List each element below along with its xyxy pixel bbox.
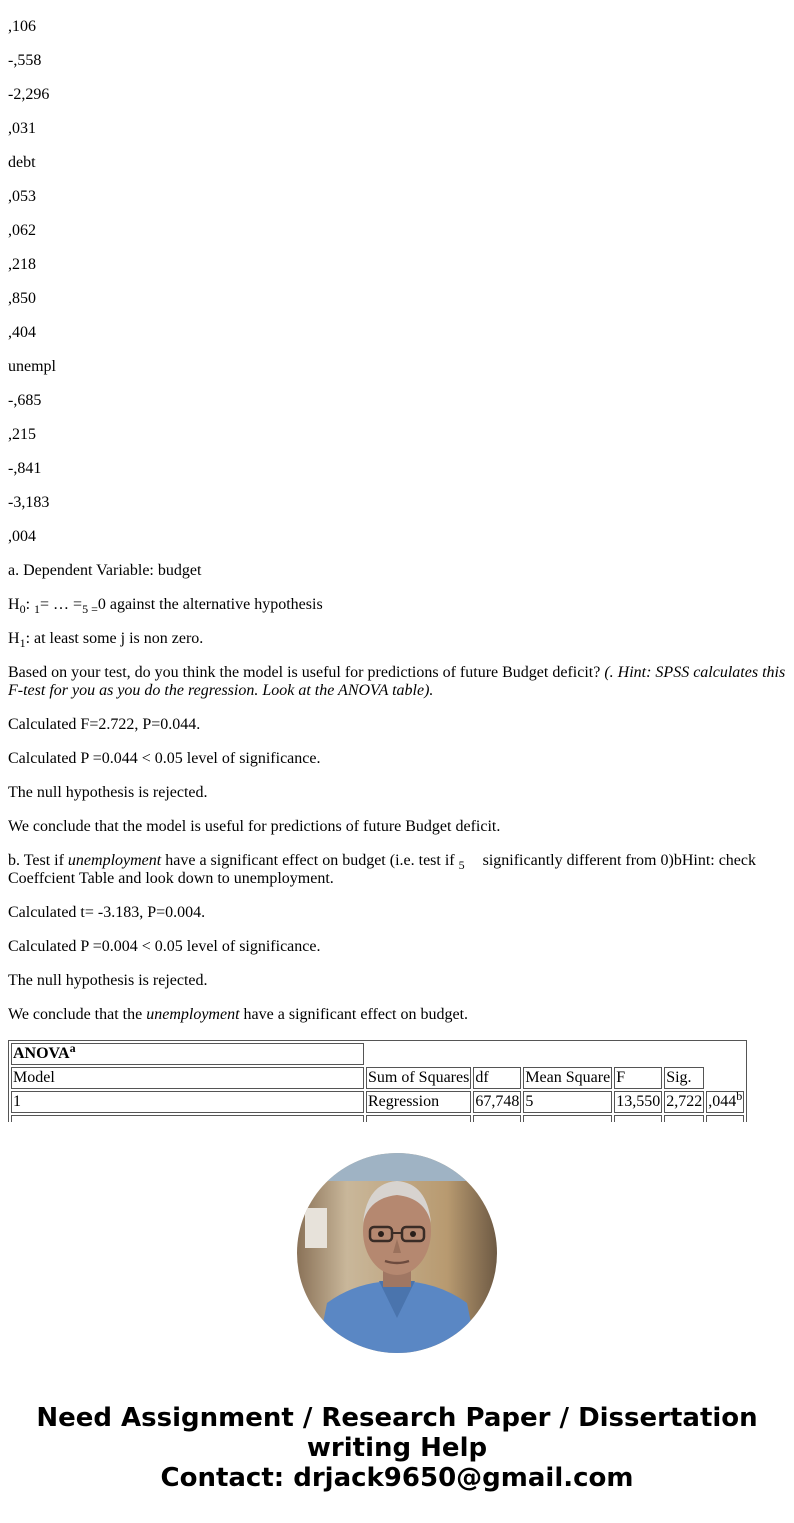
question-a: Based on your test, do you think the model is useful for predictions of future Budget deficit? (. Hint: SPSS calculates this F-test for you as you do the regression. Look at the ANOVA table). <box>8 664 786 699</box>
banner-line: Need Assignment / Research Paper / Dissertation <box>36 1403 758 1433</box>
anova-cell-df: 5 <box>523 1091 612 1113</box>
banner-line: writing Help <box>306 1433 488 1463</box>
value-line: ,031 <box>8 120 36 137</box>
variable-label-debt: debt <box>8 154 36 171</box>
anova-header-sum-of-squares: Sum of Squares <box>366 1067 471 1089</box>
value-line: -,558 <box>8 52 42 69</box>
anova-cell-sum-sq: 67,748 <box>473 1091 521 1113</box>
anova-cell-sig: ,044$^b$ <box>706 1091 744 1113</box>
value-line: ,062 <box>8 222 36 239</box>
anova-header-model: Model <box>11 1067 364 1089</box>
value-line: ,404 <box>8 324 36 341</box>
alternative-hypothesis: $H_1$: at least some j is non zero. <box>8 630 204 650</box>
answer-b-line: The null hypothesis is rejected. <box>8 972 208 989</box>
value-line: ,053 <box>8 188 36 205</box>
anova-table <box>8 1040 747 1122</box>
value-line: -3,183 <box>8 494 50 511</box>
promo-footer <box>0 1122 794 1523</box>
document-body <box>8 0 788 1122</box>
anova-header-mean-square: Mean Square <box>523 1067 612 1089</box>
conclusion-b: We conclude that the unemployment have a significant effect on budget. <box>8 1006 469 1023</box>
answer-a-line: Calculated F=2.722, P=0.044. <box>8 716 201 733</box>
contact-banner <box>0 1403 794 1493</box>
anova-header-df: df <box>473 1067 521 1089</box>
question-a-hint: (. Hint: SPSS calculates this F-test for you as you do the regression. Look at the ANOVA table). <box>8 664 786 699</box>
question-b: b. Test if unemployment have a significant effect on budget (i.e. test if $_5$ significantly different from 0)bHint: check Coeffcient Table and look down to unemployment. <box>8 852 757 887</box>
anova-header-sig: Sig. <box>664 1067 704 1089</box>
dependent-variable-note: a. Dependent Variable: budget <box>8 562 202 579</box>
anova-cell-model: 1 <box>11 1091 364 1113</box>
anova-cell-mean-sq: 13,550 <box>614 1091 662 1113</box>
answer-b-line: Calculated t= -3.183, P=0.004. <box>8 904 206 921</box>
contact-email: Contact: drjack9650@gmail.com <box>160 1463 634 1493</box>
value-line: ,215 <box>8 426 36 443</box>
table-row <box>11 1091 744 1113</box>
answer-a-line: The null hypothesis is rejected. <box>8 784 208 801</box>
answer-a-line: We conclude that the model is useful for predictions of future Budget deficit. <box>8 818 501 835</box>
avatar <box>297 1153 497 1353</box>
value-line: ,850 <box>8 290 36 307</box>
value-line: -,685 <box>8 392 42 409</box>
value-line: ,106 <box>8 18 36 35</box>
anova-cell-f: 2,722 <box>664 1091 704 1113</box>
value-line: ,004 <box>8 528 36 545</box>
anova-title-cell: ANOVA$^a$ <box>11 1043 364 1065</box>
variable-label-unempl: unempl <box>8 358 56 375</box>
value-line: -2,296 <box>8 86 50 103</box>
answer-b-line: Calculated P =0.004 < 0.05 level of significance. <box>8 938 321 955</box>
null-hypothesis: $H_0$: $_1$= … $=_{5 =}0$ against the alternative hypothesis <box>8 596 323 616</box>
value-line: ,218 <box>8 256 36 273</box>
answer-a-line: Calculated P =0.044 < 0.05 level of significance. <box>8 750 321 767</box>
anova-header-f: F <box>614 1067 662 1089</box>
anova-cell-label: Regression <box>366 1091 471 1113</box>
value-line: -,841 <box>8 460 42 477</box>
avatar-portrait-icon <box>297 1153 497 1353</box>
